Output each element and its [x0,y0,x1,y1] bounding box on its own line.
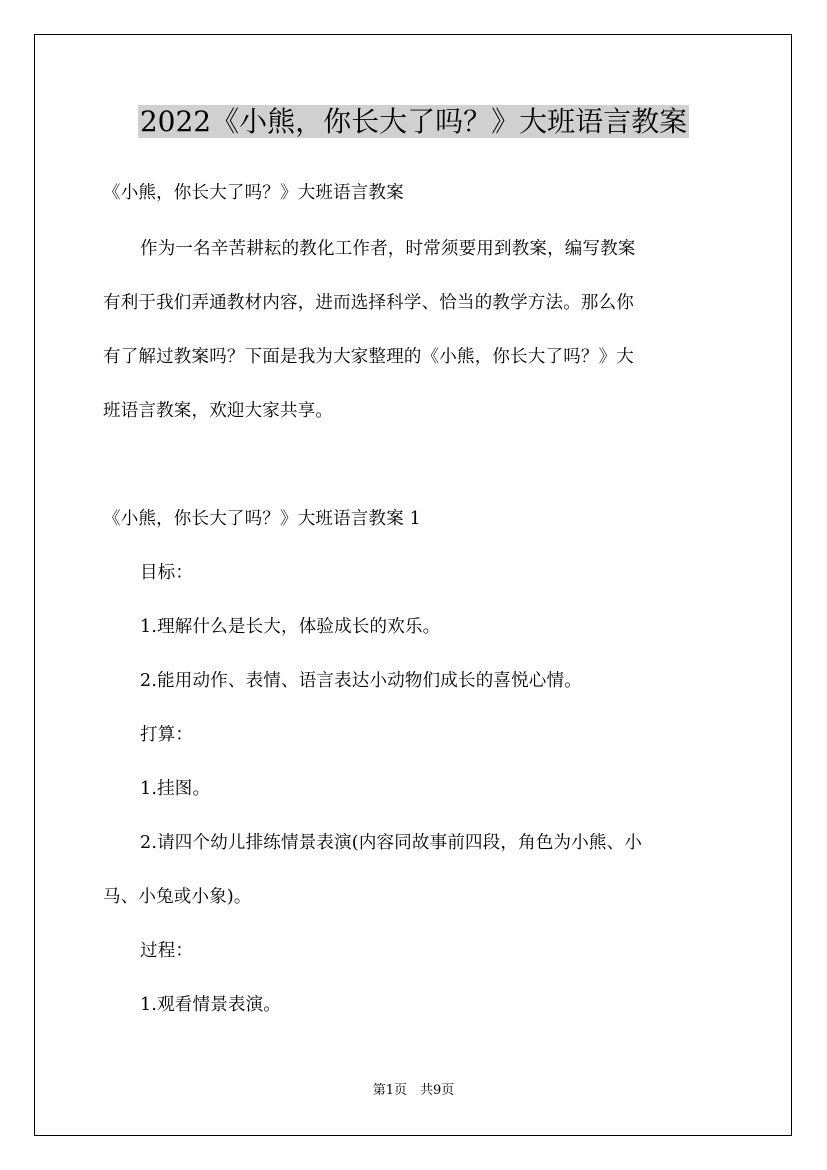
document-title [0,100,827,144]
goal-item-2: 2.能用动作、表情、语言表达小动物们成长的喜悦心情。 [140,671,582,691]
section-heading: 《小熊，你长大了吗？》大班语言教案 1 [103,509,421,529]
goal-label: 目标： [140,563,194,583]
intro-line-4: 班语言教案，欢迎大家共享。 [103,401,334,421]
prep-item-2-line-2: 马、小兔或小象)。 [103,887,252,907]
process-item-1: 1.观看情景表演。 [140,995,281,1015]
goal-item-1: 1.理解什么是长大，体验成长的欢乐。 [140,617,441,637]
intro-line-3: 有了解过教案吗？下面是我为大家整理的《小熊，你长大了吗？》大 [103,347,634,367]
document-title-text: 2022《小熊，你长大了吗？》大班语言教案 [139,105,688,138]
prep-item-2-line-1: 2.请四个幼儿排练情景表演(内容同故事前四段，角色为小熊、小 [140,833,643,853]
prep-label: 打算： [140,725,194,745]
process-label: 过程： [140,941,194,961]
page-footer: 第1页 共9页 [372,1083,455,1098]
document-subtitle: 《小熊，你长大了吗？》大班语言教案 [103,183,404,203]
prep-item-1: 1.挂图。 [140,779,211,799]
intro-line-2: 有利于我们弄通教材内容，进而选择科学、恰当的教学方法。那么你 [103,293,634,313]
intro-line-1: 作为一名辛苦耕耘的教化工作者，时常须要用到教案，编写教案 [140,239,636,259]
